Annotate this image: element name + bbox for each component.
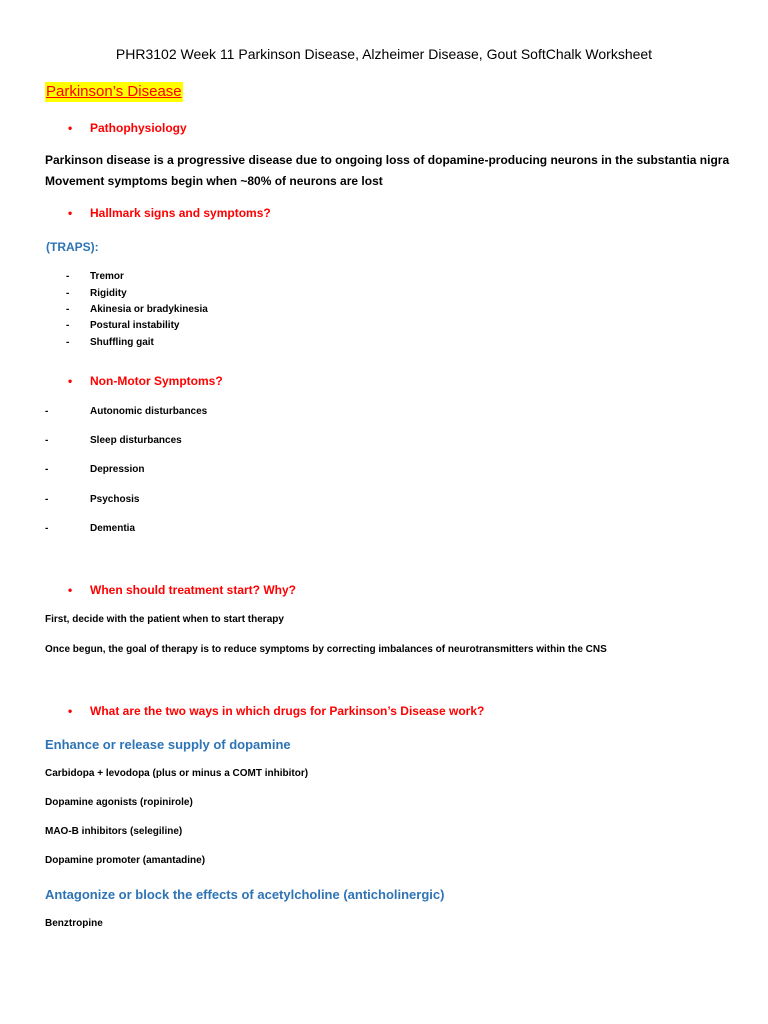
- list-item: Sleep disturbances: [90, 435, 182, 446]
- enhance-item: Dopamine agonists (ropinirole): [45, 797, 193, 808]
- antagonize-heading: Antagonize or block the effects of acetylcholine (anticholinergic): [45, 887, 445, 902]
- traps-label: (TRAPS):: [46, 240, 99, 254]
- list-item: Depression: [90, 464, 145, 475]
- list-dash: -: [45, 494, 49, 505]
- drug-ways-heading-text: What are the two ways in which drugs for Parkinson’s Disease work?: [90, 704, 485, 718]
- enhance-item: Dopamine promoter (amantadine): [45, 855, 206, 866]
- enhance-item: MAO-B inhibitors (selegiline): [45, 826, 183, 837]
- bullet-marker: •: [68, 374, 73, 388]
- list-dash: -: [45, 406, 49, 417]
- pathophysiology-line-2: Movement symptoms begin when ~80% of neurons are lost: [45, 174, 383, 188]
- list-item: Shuffling gait: [90, 337, 154, 348]
- list-item: Rigidity: [90, 288, 127, 299]
- hallmark-heading-text: Hallmark signs and symptoms?: [90, 206, 271, 220]
- section-title: Parkinson’s Disease: [46, 83, 182, 100]
- non-motor-heading-text: Non-Motor Symptoms?: [90, 374, 223, 388]
- list-item: Akinesia or bradykinesia: [90, 304, 208, 315]
- enhance-item: Carbidopa + levodopa (plus or minus a COMT inhibitor): [45, 768, 309, 779]
- list-dash: -: [45, 435, 49, 446]
- treatment-start-heading-text: When should treatment start? Why?: [90, 583, 297, 597]
- bullet-marker: •: [68, 206, 73, 220]
- bullet-marker: •: [68, 583, 73, 597]
- list-dash: -: [66, 337, 70, 348]
- treatment-start-line-1: First, decide with the patient when to start therapy: [45, 614, 284, 625]
- list-dash: -: [66, 320, 70, 331]
- list-item: Autonomic disturbances: [90, 406, 208, 417]
- list-item: Tremor: [90, 271, 124, 282]
- pathophysiology-line-1: Parkinson disease is a progressive disease due to ongoing loss of dopamine-producing neurons in the substantia nigra: [45, 153, 730, 167]
- list-item: Dementia: [90, 523, 136, 534]
- pathophysiology-heading-text: Pathophysiology: [90, 121, 187, 135]
- list-dash: -: [66, 304, 70, 315]
- bullet-marker: •: [68, 121, 73, 135]
- list-dash: -: [66, 288, 70, 299]
- list-dash: -: [66, 271, 70, 282]
- list-dash: -: [45, 523, 49, 534]
- list-item: Psychosis: [90, 494, 140, 505]
- document-title: PHR3102 Week 11 Parkinson Disease, Alzheimer Disease, Gout SoftChalk Worksheet: [115, 46, 653, 62]
- enhance-heading: Enhance or release supply of dopamine: [45, 737, 291, 752]
- bullet-marker: •: [68, 704, 73, 718]
- antagonize-item: Benztropine: [45, 918, 103, 929]
- list-item: Postural instability: [90, 320, 180, 331]
- treatment-start-line-2: Once begun, the goal of therapy is to reduce symptoms by correcting imbalances of neurotransmitters within the CNS: [45, 644, 607, 655]
- list-dash: -: [45, 464, 49, 475]
